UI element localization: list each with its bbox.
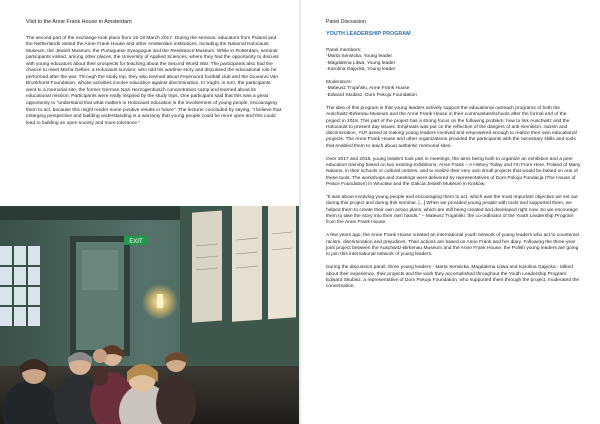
panel-members-heading: Panel members: — [326, 48, 362, 53]
body-paragraph: Over 2017 and 2018, young leaders took part in meetings, the aims being both to organize an exhibition and a peer education training based on two existing exhibitions: Anne Frank – A History Today and I'm From Here, Poland of Many Nations, in their schools or cultural centres, and to realize their very own small projects that would be based on one of these tools. The workshops and meetings were delivered by representatives of Dom Pokoju Fundacja (The House of Peace Foundation) in Wrocław and the Galicia Jewish Museum in Kraków. — [326, 156, 581, 187]
body-paragraph: The second part of the exchange took place from 15-19 March 2017. During the seminar, educators from Poland and the Netherlands visited the Anne Frank House and other Amsterdam institutions, including the National Holocaust Museum, the Jewish Museum, the Portuguese Synagogue and the Resistance Museum. While in Rotterdam, seminar participants visited, among other places, the University of Applied Sciences, where they had the opportunity to discuss with young educators about their prospects for teaching about the Second World War. The participants also had the chance to meet Micha Gelber, a Holocaust survivor, who told his wartime story and discussed the educational role he performed after the war. Through the study trip, they also learned about Feyenoord football club and the Giovanni Van Bronkhorst Foundation, whose activities involve education against discrimination. In Vught, in turn, the participants went to a memorial site, the former German Nazi Herzogenbusch concentration camp and learned about its educational mission. Participants were really inspired by the study trips. One participant said that this was a great opportunity to "understand that what matters in Holocaust education is the involvement of young people, encouraging them to act, because this might render some positive results in future". The lecturer concluded by saying, "I believe that enlarging perspective and building understanding is a warranty that young people could be more open and this could lead to building an open society and more tolerance." — [26, 35, 282, 126]
museum-visit-photo — [0, 206, 299, 424]
moderators-block — [326, 80, 582, 99]
moderator: -Mateusz Trojański, Anne Frank House — [326, 86, 410, 92]
right-page — [301, 0, 600, 424]
section-heading: Visit to the Anne Frank House in Amsterdam — [26, 19, 132, 25]
body-paragraph: A few years ago, the Anne Frank House created an international youth network of young leaders who act to counteract racism, discrimination and prejudices. Their actions are based on Anne Frank and her diary. Following the three-year joint project between the Auschwitz-Birkenau Museum and the Anne Frank House, the Polish young leaders are going to join this international network of young leaders. — [326, 233, 580, 258]
left-text-column — [26, 19, 282, 127]
panel-member: -Karolina Gajęcka, Young leader — [326, 66, 396, 72]
panel-member: -Marta Serwicka, Young leader — [326, 54, 392, 60]
panel-members-block — [326, 48, 582, 73]
panel-member: -Magdalena Litwa, Young leader — [326, 60, 396, 66]
panel-title: YOUTH LEADERSHIP PROGRAM — [326, 31, 411, 37]
quote-paragraph: "It was about involving young people and encouraging them to act, which was the most important objective we set out during this project and during this seminar. [...] When we provided young people with tools and supported them, we helped them to create their own action plans, which are still being created and developed right now. So we encourage them to take the story into their own hands." – Mateusz Trojański, the co-ordinator of the Youth Leadership Program from the Anne Frank House. — [326, 195, 578, 226]
body-paragraph: The idea of this program is that young leaders actively support the educational outreach programs of both the Auschwitz-Birkenau Museum and the Anne Frank House in their communities/schools after the formal end of the project in 2018. This part of the project has a strong focus on the following problem: how to link Auschwitz and the Holocaust to present day issues. Emphasis was put on the reflection of the dangers of anti-Semitism, racism and discrimination. YLP aimed at making young leaders involved and empowered enough to realize their own educational projects. The Anne Frank House and other organizations provided the participants with the necessary skills and tools that enabled them to teach about authentic memorial sites. — [326, 106, 577, 149]
moderators-heading: Moderators: — [326, 80, 352, 86]
panel-label: Panel Discussion — [326, 19, 366, 25]
photo-illustration — [0, 206, 299, 424]
exit-sign-text: EXIT — [129, 239, 143, 245]
left-page — [0, 0, 299, 424]
body-paragraph: During the discussion panel, three young leaders - Marta Serwicka, Magdalena Litwa and Karolina Gajęcka - talked about their experience, their projects and the work they accomplished throughout the Youth Leadership Program. Edward Skubisz, a representative of Dom Pokoju Foundation, who supported them through the project, moderated the conversation. — [326, 265, 580, 290]
right-text-column — [326, 19, 582, 297]
moderator: -Edward Skubisz, Dom Pokoju Foundation — [326, 92, 418, 98]
